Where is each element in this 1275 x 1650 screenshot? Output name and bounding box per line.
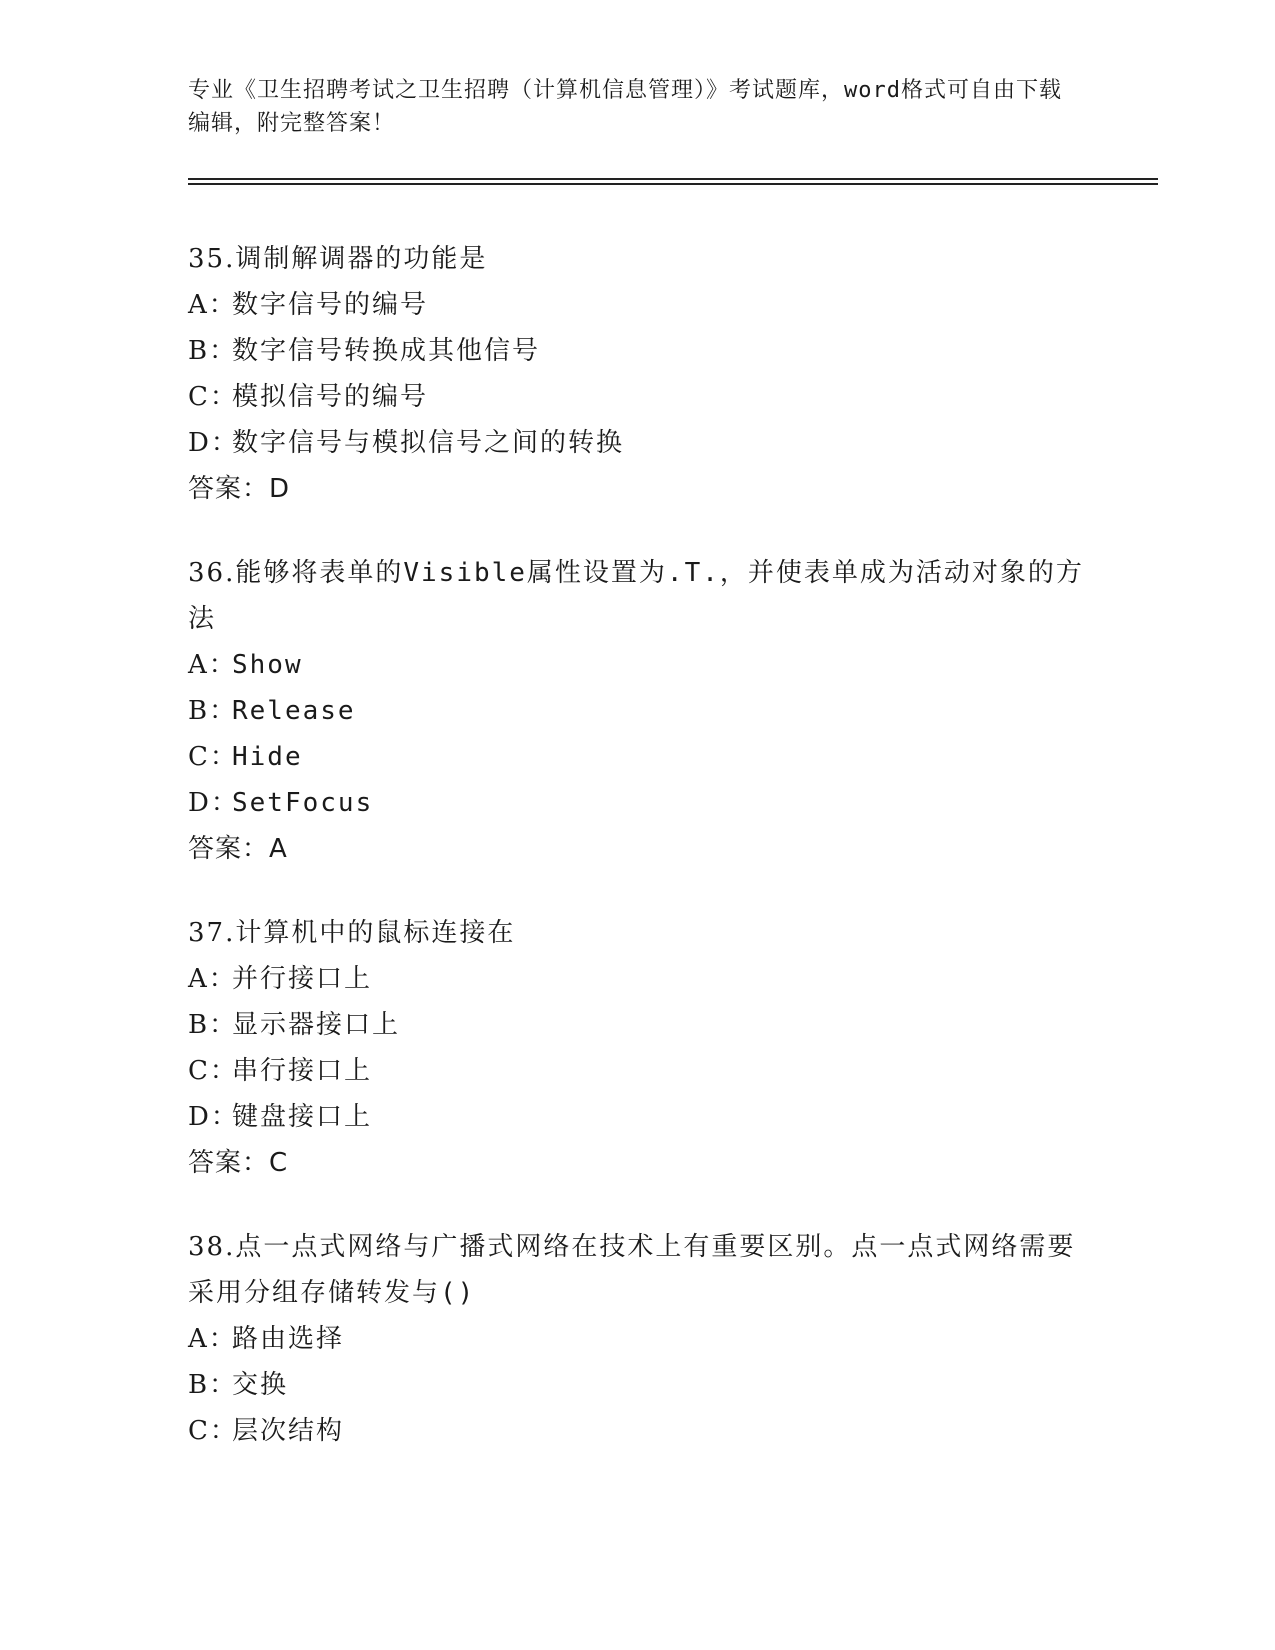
question-number: 36. — [188, 558, 236, 588]
question-text: 计算机中的鼠标连接在 — [235, 918, 516, 948]
answer-line: 答案：C — [188, 1148, 289, 1178]
option-c — [188, 734, 1088, 780]
option-letter: B： — [188, 696, 238, 726]
option-letter: C： — [188, 742, 238, 772]
option-text: 显示器接口上 — [232, 1010, 401, 1040]
question-stem — [188, 1224, 1088, 1316]
question-38 — [188, 1224, 1088, 1454]
option-b — [188, 328, 1088, 374]
option-text: 数字信号的编号 — [232, 290, 429, 320]
question-list — [188, 236, 1088, 1492]
option-text: 层次结构 — [232, 1416, 345, 1446]
answer-line: 答案：A — [188, 834, 288, 864]
option-text: 数字信号转换成其他信号 — [232, 336, 541, 366]
document-header: 专业《卫生招聘考试之卫生招聘（计算机信息管理）》考试题库，word格式可自由下载编辑，附完整答案！ — [188, 78, 1062, 136]
option-text: Show — [232, 650, 303, 680]
answer-line: 答案：D — [188, 474, 291, 504]
option-c — [188, 1408, 1088, 1454]
option-text: 串行接口上 — [232, 1056, 373, 1086]
question-text: 点一点式网络与广播式网络在技术上有重要区别。点一点式网络需要采用分组存储转发与() — [188, 1232, 1076, 1308]
option-text: SetFocus — [232, 788, 374, 818]
option-letter: A： — [188, 964, 237, 994]
option-letter: D： — [188, 1102, 239, 1132]
option-d — [188, 780, 1088, 826]
option-letter: A： — [188, 650, 237, 680]
option-text: 交换 — [232, 1370, 289, 1400]
option-a — [188, 642, 1088, 688]
header-divider-bottom — [188, 183, 1158, 185]
option-c — [188, 374, 1088, 420]
question-stem — [188, 910, 1088, 956]
option-d — [188, 1094, 1088, 1140]
option-letter: D： — [188, 428, 239, 458]
option-b — [188, 1002, 1088, 1048]
question-number: 37. — [188, 918, 236, 948]
option-letter: D： — [188, 788, 239, 818]
question-text: 调制解调器的功能是 — [235, 244, 488, 274]
question-number: 38. — [188, 1232, 236, 1262]
option-letter: A： — [188, 290, 237, 320]
question-36 — [188, 550, 1088, 872]
header-divider-top — [188, 178, 1158, 180]
option-d — [188, 420, 1088, 466]
question-37 — [188, 910, 1088, 1186]
option-text: 路由选择 — [232, 1324, 345, 1354]
option-b — [188, 688, 1088, 734]
option-letter: B： — [188, 336, 238, 366]
option-letter: C： — [188, 1416, 238, 1446]
option-letter: B： — [188, 1370, 238, 1400]
option-c — [188, 1048, 1088, 1094]
option-text: 并行接口上 — [232, 964, 373, 994]
option-text: 数字信号与模拟信号之间的转换 — [232, 428, 625, 458]
option-b — [188, 1362, 1088, 1408]
question-number: 35. — [188, 244, 236, 274]
option-a — [188, 1316, 1088, 1362]
question-stem — [188, 550, 1088, 642]
question-stem — [188, 236, 1088, 282]
option-a — [188, 282, 1088, 328]
option-text: 模拟信号的编号 — [232, 382, 429, 412]
option-a — [188, 956, 1088, 1002]
option-text: Hide — [232, 742, 303, 772]
option-letter: C： — [188, 1056, 238, 1086]
option-letter: B： — [188, 1010, 238, 1040]
question-35 — [188, 236, 1088, 512]
option-letter: A： — [188, 1324, 237, 1354]
option-letter: C： — [188, 382, 238, 412]
question-text: 能够将表单的Visible属性设置为.T.，并使表单成为活动对象的方法 — [188, 558, 1084, 634]
option-text: Release — [232, 696, 356, 726]
option-text: 键盘接口上 — [232, 1102, 373, 1132]
